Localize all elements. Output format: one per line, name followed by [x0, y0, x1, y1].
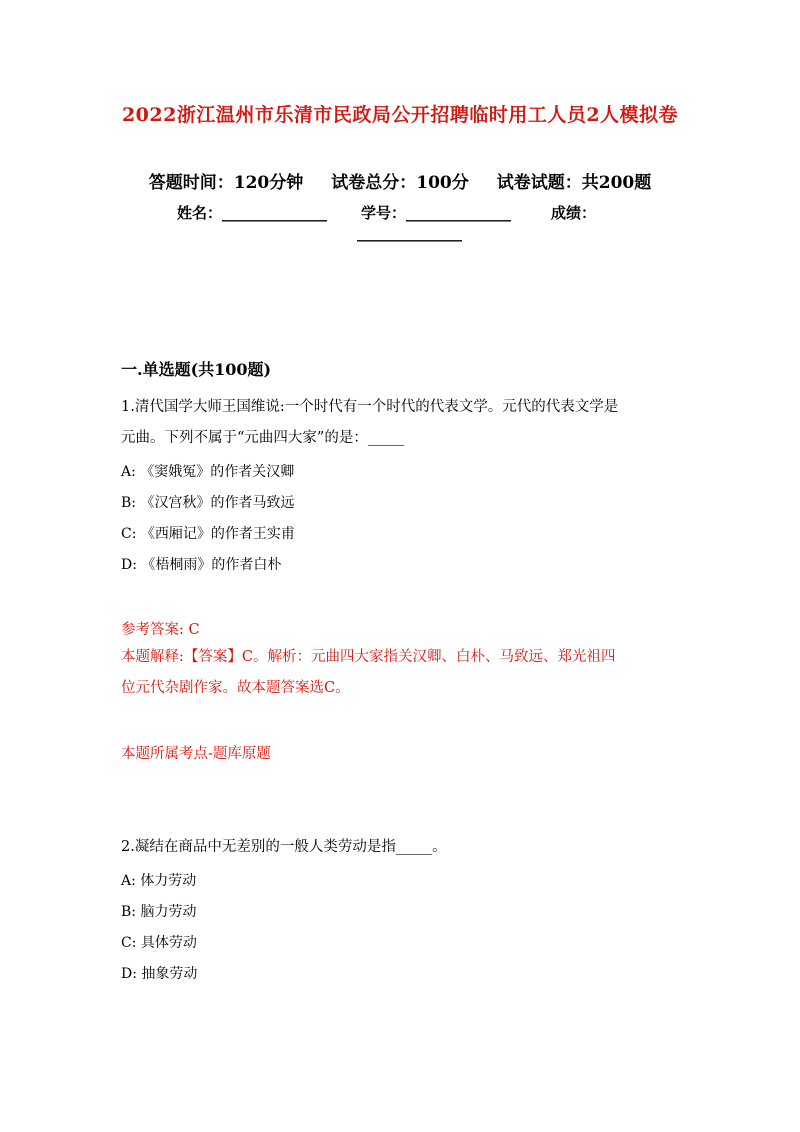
exam-meta [0, 168, 800, 193]
exam-fields [177, 202, 596, 223]
question-2-stem [121, 832, 681, 863]
name-field: 姓名：______________ [177, 204, 328, 222]
question-1-option-c: C: 《西厢记》的作者王实甫 [121, 526, 295, 542]
score-label: 成绩： [551, 204, 597, 222]
question-2-option-a: A: 体力劳动 [121, 873, 197, 889]
exam-title: 2022浙江温州市乐清市民政局公开招聘临时用工人员2人模拟卷 [121, 104, 679, 126]
question-1-stem [121, 392, 681, 454]
question-2-option-d: D: 抽象劳动 [121, 966, 198, 982]
question-1-answer: 参考答案: C [121, 622, 200, 638]
question-1-stem-line: 元曲。下列不属于“元曲四大家”的是：_____ [121, 430, 405, 446]
score-blank: ______________ [357, 224, 462, 242]
student-id-field: 学号：______________ [361, 204, 512, 222]
question-1-explanation-line: 本题解释:【答案】C。解析：元曲四大家指关汉卿、白朴、马致远、郑光祖四 [121, 649, 616, 665]
question-1-stem-line: 1.清代国学大师王国维说:一个时代有一个时代的代表文学。元代的代表文学是 [121, 399, 619, 415]
exam-total-score: 试卷总分：100分 [331, 173, 469, 193]
section-title: 一.单选题(共100题) [121, 360, 272, 379]
question-1-source: 本题所属考点-题库原题 [121, 746, 271, 762]
question-2-option-b: B: 脑力劳动 [121, 904, 197, 920]
question-2-stem-line: 2.凝结在商品中无差别的一般人类劳动是指_____。 [121, 839, 447, 855]
question-1-option-d: D: 《梧桐雨》的作者白朴 [121, 557, 282, 573]
exam-question-count: 试卷试题：共200题 [496, 173, 652, 193]
question-1-option-b: B: 《汉宫秋》的作者马致远 [121, 495, 295, 511]
question-1-explanation [121, 642, 615, 704]
exam-time: 答题时间：120分钟 [148, 173, 304, 193]
question-2-option-c: C: 具体劳动 [121, 935, 197, 951]
question-1-explanation-line: 位元代杂剧作家。故本题答案选C。 [121, 680, 350, 696]
question-1-option-a: A: 《窦娥冤》的作者关汉卿 [121, 464, 295, 480]
